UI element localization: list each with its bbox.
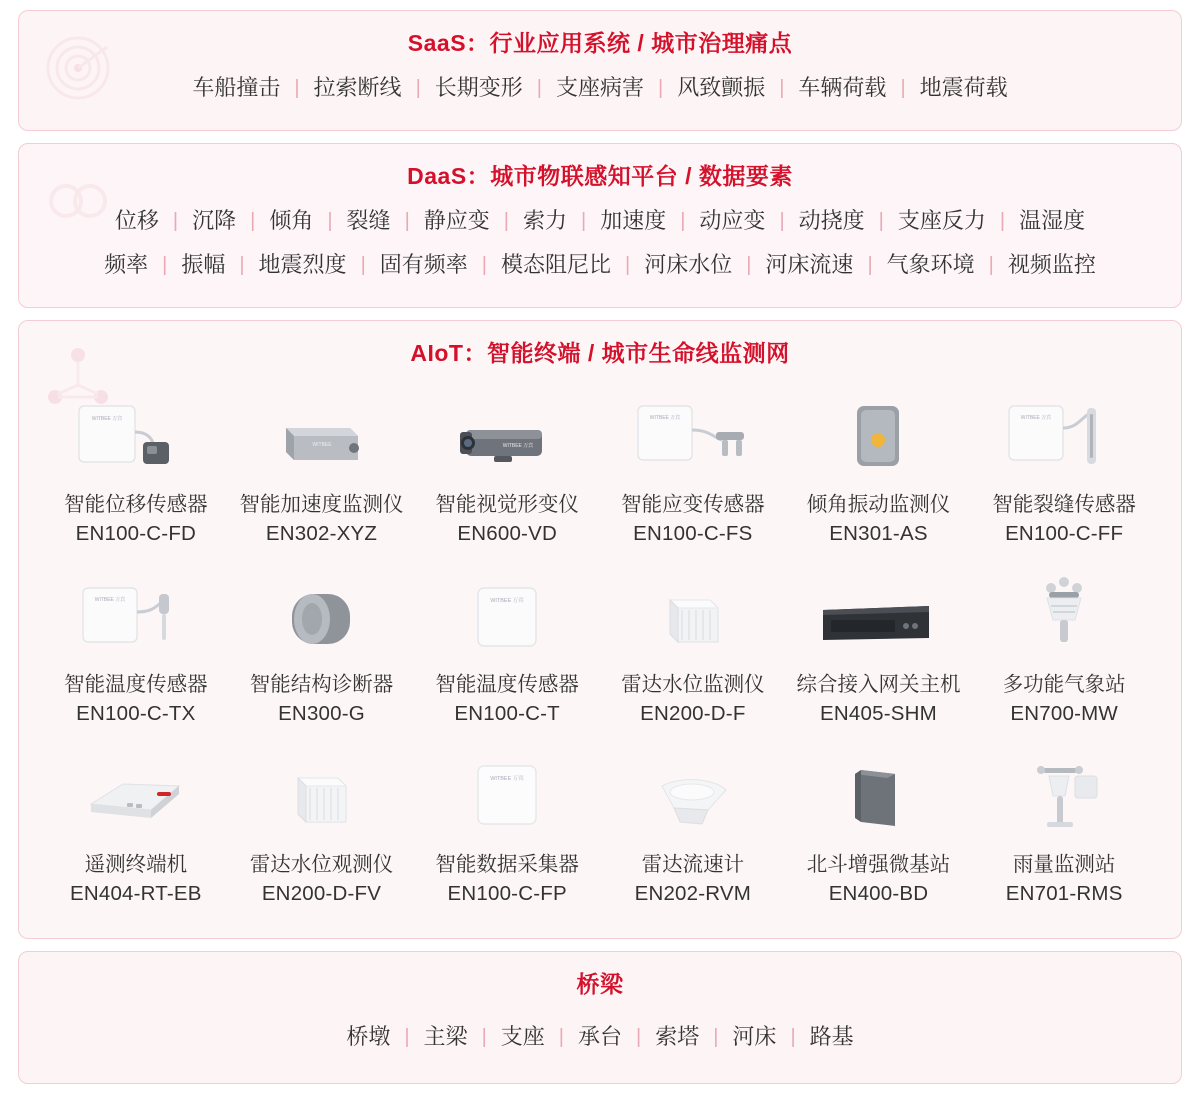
radar-water-observer-icon [246,748,396,844]
svg-text:WITBEE 万宾: WITBEE 万宾 [490,598,524,604]
device-model: EN100-C-T [454,702,560,725]
tag-separator: | [779,77,785,99]
tag-separator: | [900,77,906,99]
device-card[interactable] [971,744,1157,918]
temperature-sensor-tx-icon [61,568,211,664]
daas-tag[interactable]: 索力 [522,208,567,233]
device-card[interactable] [43,384,229,558]
daas-tag[interactable]: 温湿度 [1019,208,1086,233]
daas-tag[interactable]: 气象环境 [886,252,975,277]
device-model: EN301-AS [829,522,928,545]
panel-title-daas-text: 城市物联感知平台 / 数据要素 [490,163,793,189]
device-card[interactable] [786,744,972,918]
panel-title-daas [19,144,1181,201]
device-name: 雷达流速计 [641,853,745,876]
device-model: EN100-C-TX [76,702,196,725]
device-name: 雷达水位监测仪 [621,673,765,696]
tag-separator: | [172,210,179,232]
daas-tag[interactable]: 动应变 [699,208,766,233]
device-name: 综合接入网关主机 [796,673,961,696]
daas-tag[interactable]: 视频监控 [1007,252,1096,277]
saas-tag[interactable]: 地震荷载 [919,75,1008,100]
saas-tag[interactable]: 风致颤振 [677,75,766,100]
bridge-tag[interactable]: 支座 [500,1024,545,1049]
device-model: EN405-SHM [820,702,937,725]
tag-separator: | [636,1026,642,1048]
device-card[interactable] [786,384,972,558]
temperature-sensor-t-icon [432,568,582,664]
saas-tag[interactable]: 长期变形 [434,75,523,100]
device-name: 北斗增强微基站 [806,853,951,876]
tag-separator: | [481,1026,487,1048]
daas-tag[interactable]: 振幅 [181,252,226,277]
device-name: 智能数据采集器 [435,853,579,876]
panel-saas [18,10,1182,131]
device-name: 智能温度传感器 [64,673,208,696]
panel-title-saas [19,11,1181,68]
device-card[interactable] [971,384,1157,558]
tag-separator: | [250,210,256,232]
daas-tag[interactable]: 裂缝 [346,208,391,233]
device-model: EN100-C-FS [633,522,753,545]
device-model: EN200-D-FV [261,882,382,905]
svg-text:WITBEE 万宾: WITBEE 万宾 [502,443,534,449]
daas-tag[interactable]: 支座反力 [897,208,986,233]
panel-title-saas-prefix: SaaS： [407,30,490,56]
tag-separator: | [404,1026,410,1048]
device-card[interactable] [600,564,786,738]
device-name: 雨量监测站 [1012,853,1116,876]
saas-tag[interactable]: 拉索断线 [313,75,402,100]
device-model: EN100-C-FD [75,522,197,545]
device-model: EN300-G [278,702,365,725]
radar-water-level-icon [618,568,768,664]
device-card[interactable] [600,384,786,558]
device-card[interactable] [414,744,600,918]
device-name: 智能加速度监测仪 [239,493,404,516]
device-model: EN600-VD [457,522,557,545]
panel-title-daas-prefix: DaaS： [407,163,491,189]
bridge-tag[interactable]: 路基 [809,1024,854,1049]
data-collector-icon [432,748,582,844]
bridge-tag[interactable]: 桥墩 [346,1024,391,1049]
tag-separator: | [999,210,1006,232]
bridge-tag-row [19,1009,1181,1083]
tag-separator: | [988,254,994,276]
device-name: 智能应变传感器 [621,493,765,516]
device-model: EN100-C-FP [447,882,567,905]
device-name: 智能裂缝传感器 [992,493,1136,516]
device-grid [19,378,1181,938]
bridge-tag[interactable]: 索塔 [655,1024,700,1049]
device-name: 遥测终端机 [84,853,188,876]
panel-aiot [18,320,1182,939]
accelerometer-icon [246,388,396,484]
svg-text:WITBEE 万宾: WITBEE 万宾 [490,776,524,782]
panel-title-saas-text: 行业应用系统 / 城市治理痛点 [489,30,793,56]
device-name: 智能视觉形变仪 [435,493,579,516]
gateway-host-icon [803,568,953,664]
bridge-tag[interactable]: 主梁 [423,1024,468,1049]
svg-text:WITBEE 万宾: WITBEE 万宾 [94,597,126,603]
device-name: 雷达水位观测仪 [249,853,394,876]
device-card[interactable] [43,564,229,738]
tag-separator: | [625,254,631,276]
panel-bridge [18,951,1182,1084]
device-model: EN200-D-F [640,702,746,725]
tag-separator: | [536,77,542,99]
panel-daas [18,143,1182,308]
daas-tag[interactable]: 加速度 [600,208,667,233]
bridge-tag[interactable]: 河床 [732,1024,777,1049]
tag-separator: | [327,210,333,232]
daas-tag[interactable]: 静应变 [423,208,490,233]
radar-flow-meter-icon [618,748,768,844]
daas-tag[interactable]: 倾角 [269,208,314,233]
device-name: 智能温度传感器 [435,673,579,696]
device-name: 智能结构诊断器 [249,673,394,696]
device-card[interactable] [786,564,972,738]
weather-station-multi-icon [989,568,1139,664]
device-name: 多功能气象站 [1002,673,1126,696]
tag-separator: | [790,1026,796,1048]
daas-tag[interactable]: 模态阻尼比 [500,252,611,277]
panel-title-aiot [19,321,1181,378]
svg-text:WITBEE 万宾: WITBEE 万宾 [91,416,123,422]
tag-separator: | [878,210,884,232]
daas-tag[interactable]: 地震烈度 [258,252,347,277]
device-name: 智能位移传感器 [64,493,208,516]
panel-title-bridge: 桥梁 [576,971,624,997]
telemetry-terminal-icon [61,748,211,844]
inclination-monitor-icon [803,388,953,484]
crack-sensor-icon [989,388,1139,484]
tag-separator: | [658,77,664,99]
svg-text:WITBEE 万宾: WITBEE 万宾 [1020,415,1052,421]
device-model: EN202-RVM [634,882,752,905]
saas-tag[interactable]: 车辆荷载 [798,75,887,100]
tag-separator: | [746,254,752,276]
daas-tag-row-1 [19,201,1181,245]
device-card[interactable] [600,744,786,918]
device-card[interactable] [229,384,415,558]
svg-text:WITBEE 万宾: WITBEE 万宾 [649,415,681,421]
daas-tag[interactable]: 固有频率 [379,252,468,277]
device-card[interactable] [229,744,415,918]
device-name: 倾角振动监测仪 [806,493,951,516]
daas-tag[interactable]: 河床流速 [765,252,854,277]
tag-separator: | [558,1026,564,1048]
beidou-micro-station-icon [803,748,953,844]
device-model: EN701-RMS [1005,882,1123,905]
tag-separator: | [713,1026,719,1048]
device-card[interactable] [414,384,600,558]
tag-separator: | [867,254,873,276]
device-card[interactable] [414,564,600,738]
bridge-tag[interactable]: 承台 [577,1024,622,1049]
panel-title-aiot-prefix: AIoT： [410,340,487,366]
rain-gauge-station-icon [989,748,1139,844]
device-card[interactable] [43,744,229,918]
daas-tag[interactable]: 动挠度 [798,208,865,233]
tag-separator: | [415,77,421,99]
device-model: EN700-MW [1010,702,1118,725]
tag-separator: | [503,210,509,232]
vision-camera-icon [432,388,582,484]
svg-text:WITBEE: WITBEE [312,442,333,448]
device-model: EN404-RT-EB [69,882,202,905]
daas-tag[interactable]: 沉降 [192,208,237,233]
device-card[interactable] [971,564,1157,738]
structure-diagnoser-icon [246,568,396,664]
panel-title-aiot-text: 智能终端 / 城市生命线监测网 [486,340,790,366]
tag-separator: | [360,254,366,276]
tag-separator: | [581,210,587,232]
tag-separator: | [239,254,245,276]
daas-tag[interactable]: 位移 [114,208,159,233]
daas-tag-row-2 [19,245,1181,307]
daas-tag[interactable]: 频率 [104,252,149,277]
device-model: EN302-XYZ [265,522,378,545]
device-model: EN100-C-FF [1005,522,1124,545]
tag-separator: | [404,210,410,232]
tag-separator: | [294,77,300,99]
daas-tag[interactable]: 河床水位 [644,252,733,277]
displacement-sensor-icon [61,388,211,484]
saas-tag[interactable]: 车船撞击 [192,75,281,100]
saas-tag[interactable]: 支座病害 [555,75,644,100]
tag-separator: | [162,254,168,276]
tag-separator: | [779,210,785,232]
saas-tag-row [19,68,1181,130]
strain-sensor-icon [618,388,768,484]
device-card[interactable] [229,564,415,738]
device-model: EN400-BD [828,882,929,905]
tag-separator: | [481,254,487,276]
tag-separator: | [680,210,686,232]
